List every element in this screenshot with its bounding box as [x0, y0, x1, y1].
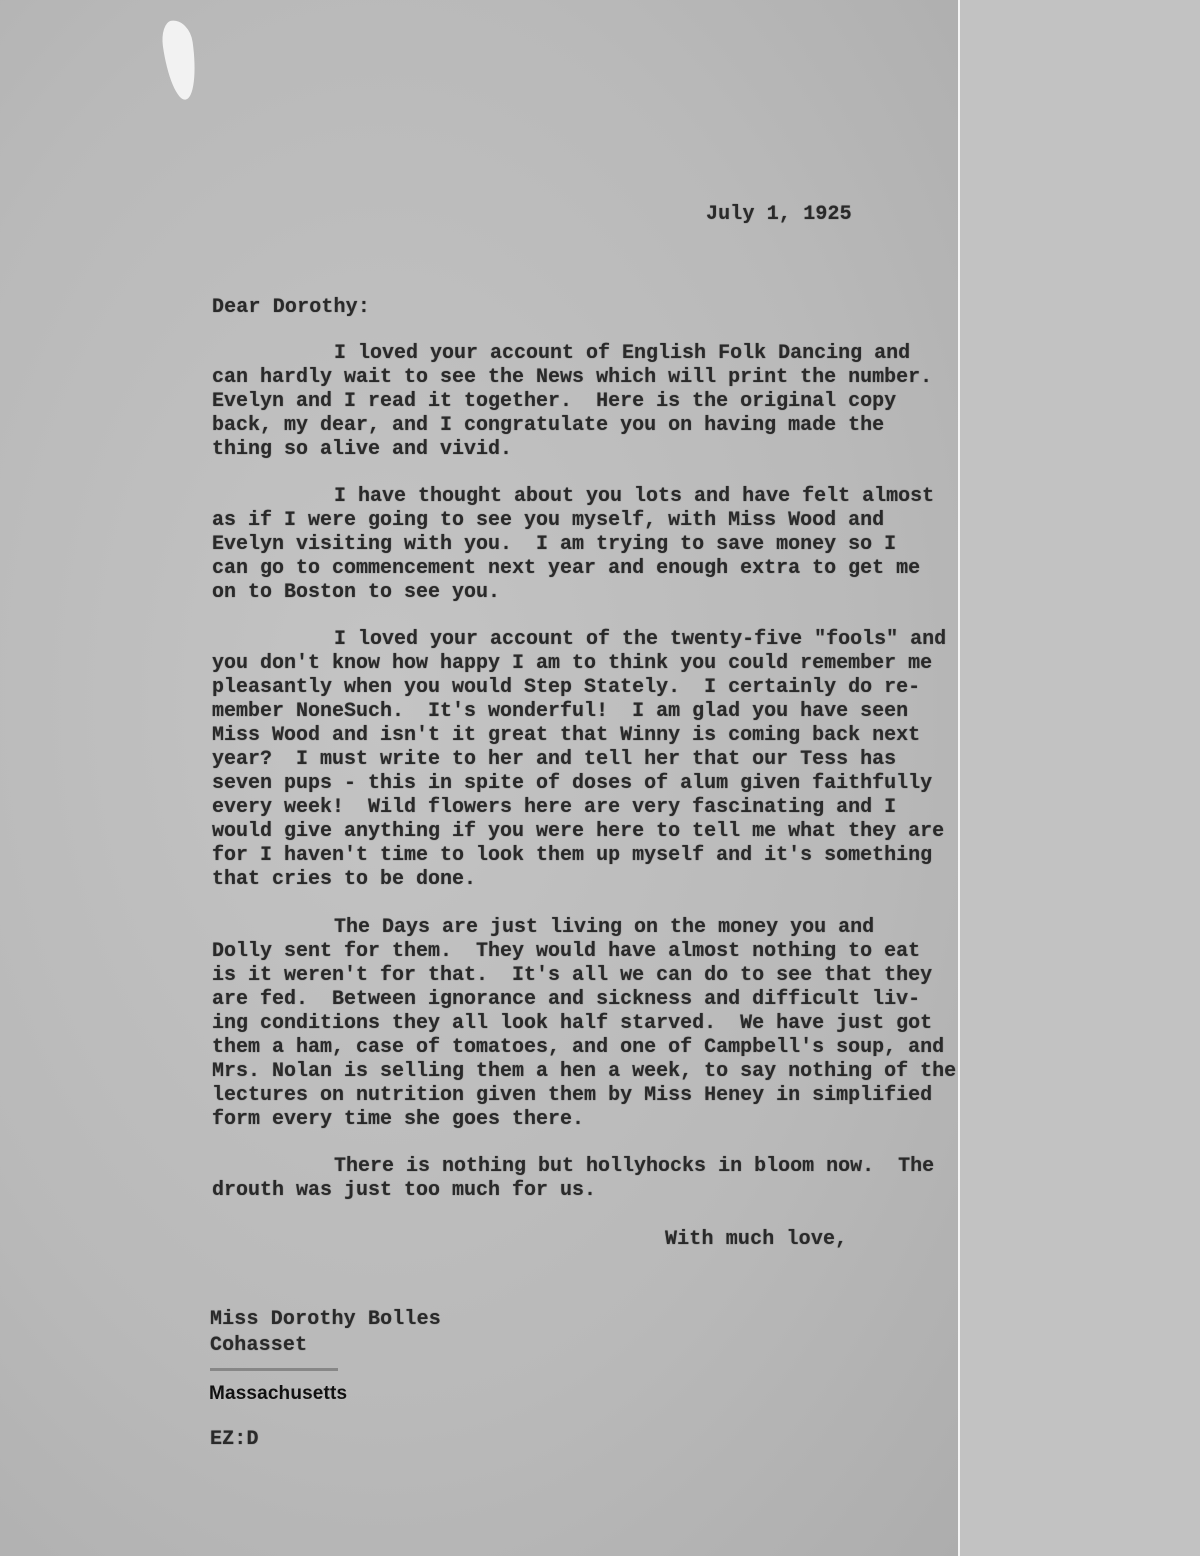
line: There is nothing but hollyhocks in bloom now. The — [334, 1155, 935, 1178]
line: would give anything if you were here to tell me what they are — [212, 820, 945, 843]
line: can go to commencement next year and enough extra to get me — [212, 557, 921, 580]
address-town: Cohasset — [210, 1334, 308, 1357]
line: can hardly wait to see the News which will print the number. — [212, 366, 933, 389]
line: Dolly sent for them. They would have almost nothing to eat — [212, 940, 921, 963]
line: thing so alive and vivid. — [212, 438, 513, 461]
line: are fed. Between ignorance and sickness and difficult liv- — [212, 988, 921, 1011]
line: Evelyn and I read it together. Here is the original copy — [212, 390, 897, 413]
line: lectures on nutrition given them by Miss Heney in simplified — [212, 1084, 933, 1107]
address-name: Miss Dorothy Bolles — [210, 1308, 441, 1331]
line: ing conditions they all look half starved. We have just got — [212, 1012, 933, 1035]
line: form every time she goes there. — [212, 1108, 585, 1131]
line: member NoneSuch. It's wonderful! I am glad you have seen — [212, 700, 909, 723]
initials: EZ:D — [210, 1428, 259, 1451]
line: drouth was just too much for us. — [212, 1179, 597, 1202]
struck-out-line — [210, 1368, 338, 1371]
paragraph-4 — [212, 916, 956, 1132]
margin-strip — [958, 0, 1200, 1556]
line: The Days are just living on the money you and — [334, 916, 875, 939]
paragraph-2 — [212, 485, 934, 605]
line: Mrs. Nolan is selling them a hen a week, to say nothing of the — [212, 1060, 957, 1083]
line: Evelyn visiting with you. I am trying to save money so I — [212, 533, 897, 556]
address-state: Massachusetts — [209, 1383, 348, 1404]
line: year? I must write to her and tell her that our Tess has — [212, 748, 897, 771]
line: I loved your account of the twenty-five "fools" and — [334, 628, 947, 651]
line: is it weren't for that. It's all we can do to see that they — [212, 964, 933, 987]
line: back, my dear, and I congratulate you on having made the — [212, 414, 885, 437]
line: seven pups - this in spite of doses of alum given faithfully — [212, 772, 933, 795]
line: for I haven't time to look them up myself and it's something — [212, 844, 933, 867]
line: as if I were going to see you myself, with Miss Wood and — [212, 509, 885, 532]
closing: With much love, — [665, 1228, 848, 1251]
line: I loved your account of English Folk Dancing and — [334, 342, 911, 365]
paragraph-1 — [212, 342, 932, 462]
paragraph-3 — [212, 628, 946, 892]
line: them a ham, case of tomatoes, and one of Campbell's soup, and — [212, 1036, 945, 1059]
paragraph-5 — [212, 1155, 934, 1203]
line: I have thought about you lots and have felt almost — [334, 485, 935, 508]
line: Miss Wood and isn't it great that Winny is coming back next — [212, 724, 921, 747]
letter-date: July 1, 1925 — [706, 203, 852, 226]
salutation: Dear Dorothy: — [212, 296, 370, 319]
line: every week! Wild flowers here are very fascinating and I — [212, 796, 897, 819]
line: that cries to be done. — [212, 868, 477, 891]
line: on to Boston to see you. — [212, 581, 501, 604]
line: you don't know how happy I am to think you could remember me — [212, 652, 933, 675]
line: pleasantly when you would Step Stately. I certainly do re- — [212, 676, 921, 699]
paper-edge — [958, 0, 960, 1556]
